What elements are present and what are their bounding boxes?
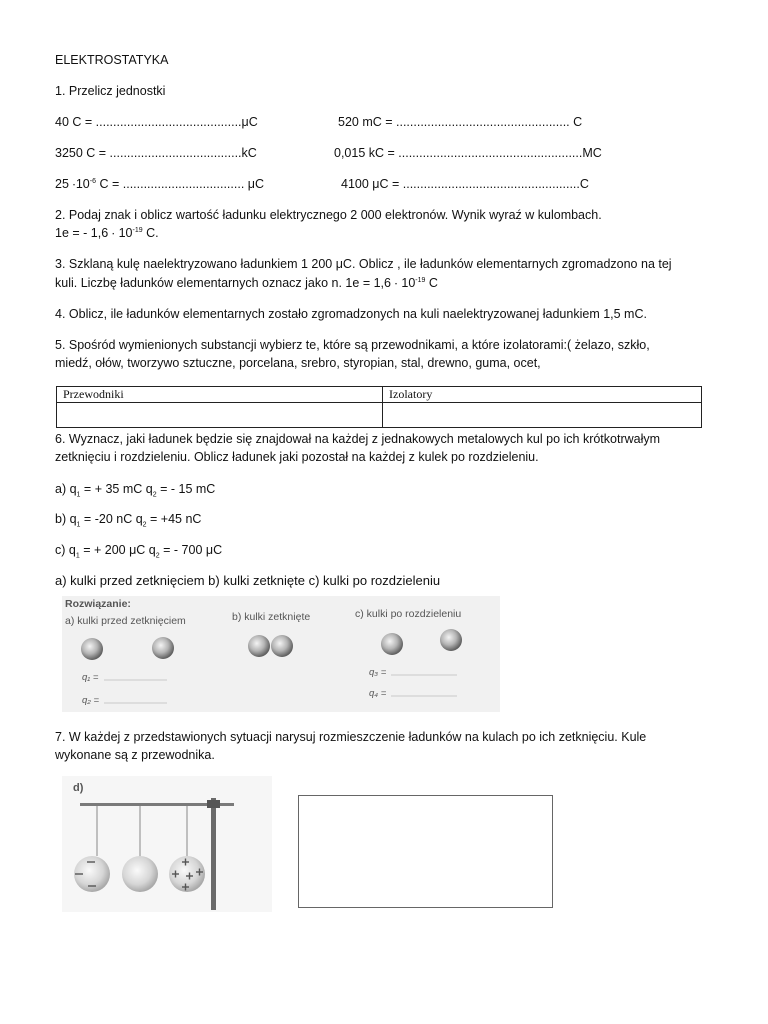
answer-drawing-box[interactable] [298, 795, 553, 908]
q3-line2: kuli. Liczbę ładunków elementarnych oznacz jako n. $1e = 1,6 \cdot 10^{-19}$ C [55, 276, 438, 290]
document-title: ELEKTROSTATYKA [55, 53, 169, 67]
q6-case-c: c) $q_1$ = + 200 μC $q_2$ = - 700 μC [55, 543, 223, 560]
conductors-insulators-table [56, 386, 702, 428]
header-conductors: Przewodniki [57, 387, 383, 403]
q2-line2: 1e = - $1,6 \cdot 10^{-19}$ C. [55, 226, 159, 240]
q1-row2-right: 0,015 kC = .....................................................MC [334, 146, 602, 160]
figure-label-a: a) kulki przed zetknięciem [65, 615, 186, 627]
q6-line1: 6. Wyznacz, jaki ładunek będzie się znajdował na każdej z jednakowych metalowych kul po ich krótkotrwałym [55, 432, 661, 446]
q6-stage-labels: a) kulki przed zetknięciem b) kulki zetknięte c) kulki po rozdzieleniu [55, 573, 441, 588]
q2-blank-label: q₂ = [82, 695, 100, 706]
support-post [211, 798, 216, 910]
q6-case-b: b) $q_1 = -20$ nC $q_2 = +45$ nC [55, 512, 202, 529]
solution-figure [62, 596, 500, 712]
q4-blank-label: q₄ = [369, 688, 387, 699]
figure-label-d: d) [73, 782, 84, 794]
q4-line1: 4. Oblicz, ile ładunków elementarnych zostało zgromadzonych na kuli naelektryzowanej ładunkiem 1,5 mC. [55, 307, 647, 321]
ball-touching-1 [248, 635, 270, 657]
q7-line1: 7. W każdej z przedstawionych sytuacji narysuj rozmieszczenie ładunków na kulach po ich zetknięciu. Kule [55, 730, 647, 744]
pendulum-figure [62, 776, 272, 912]
insulators-answer-cell[interactable] [383, 403, 702, 428]
q2-line1: 2. Podaj znak i oblicz wartość ładunku elektrycznego 2 000 elektronów. Wynik wyraź w kulombach. [55, 208, 602, 222]
q1-row2-left: 3250 C = ......................................kC [55, 146, 257, 160]
q5-line1: 5. Spośród wymienionych substancji wybierz te, które są przewodnikami, a które izolatorami:( żelazo, szkło, [55, 338, 650, 352]
q1-heading: 1. Przelicz jednostki [55, 84, 166, 98]
q1-row1-right: 520 mC = .................................................. C [338, 115, 583, 129]
ball-after-1 [381, 633, 403, 655]
q3-line1: 3. Szklaną kulę naelektryzowano ładunkiem 1 200 μC. Oblicz , ile ładunków elementarnych zgromadzono na tej [55, 257, 672, 271]
clamp [207, 800, 220, 808]
q6-line2: zetknięciu i rozdzieleniu. Oblicz ładunek jaki pozostał na każdej z kulek po rozdzieleniu. [55, 450, 539, 464]
q1-row3-left: $25 \cdot 10^{-6}$ C = ................................... μC [55, 177, 264, 191]
conductors-answer-cell[interactable] [57, 403, 383, 428]
ball-before-1 [81, 638, 103, 660]
header-insulators: Izolatory [383, 387, 702, 403]
q7-line2: wykonane są z przewodnika. [55, 748, 215, 762]
neutral-ball [122, 856, 158, 892]
q1-row3-right: 4100 μC = ...................................................C [341, 177, 589, 191]
q1-blank-label: q₁ = [82, 672, 99, 683]
q1-row1-left: 40 C = ..........................................μC [55, 115, 258, 129]
figure-label-b: b) kulki zetknięte [232, 611, 311, 623]
ball-after-2 [440, 629, 462, 651]
figure-label-c: c) kulki po rozdzieleniu [355, 608, 462, 620]
q3-blank-label: q₃ = [369, 667, 387, 678]
ball-before-2 [152, 637, 174, 659]
q6-case-a: a) $q_1$ = + 35 mC $q_2$ = - 15 mC [55, 482, 216, 499]
ball-touching-2 [271, 635, 293, 657]
solution-heading: Rozwiązanie: [65, 598, 131, 610]
q5-line2: miedź, ołów, tworzywo sztuczne, porcelana, srebro, styropian, stal, drewno, guma, ocet, [55, 356, 541, 370]
